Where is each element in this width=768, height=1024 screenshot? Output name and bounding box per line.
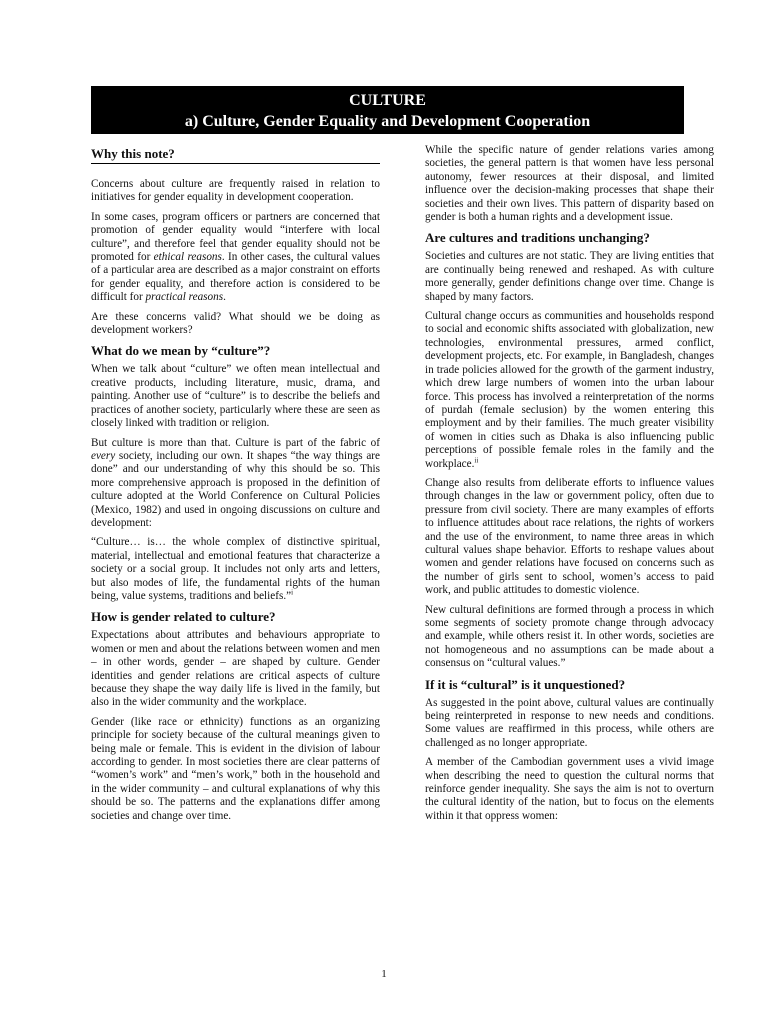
paragraph: As suggested in the point above, cultural values are continually being reinterpreted in response to new needs and conditions. Some values are reaffirmed in this process, while others are challenged as no longer appropriate. <box>425 696 714 749</box>
document-subtitle: a) Culture, Gender Equality and Development Cooperation <box>184 113 591 130</box>
paragraph: A member of the Cambodian government uses a vivid image when describing the need to question the cultural norms that reinforce gender inequality. She says the aim is not to overturn the cultural identity of the nation, but to focus on the elements within it that oppress women: <box>425 756 714 822</box>
definition-quote: “Culture… is… the whole complex of distinctive spiritual, material, intellectual and emotional features that characterize a society or a social group. It includes not only arts and letters, but also modes of life, the fundamental rights of the human being, value systems, traditions and beliefs.”$^i$ <box>91 536 380 602</box>
paragraph: Gender (like race or ethnicity) functions as an organizing principle for society because of the cultural meanings given to being male or female. This is evident in the division of labour according to gender. In most societies there are clear patterns of “women’s work” and “men’s work,” both in the household and in the wider community – and cultural explanations of why this should be so. The patterns and the explanations differ among societies and change over time. <box>91 715 380 822</box>
paragraph: But culture is more than that. Culture is part of the fabric of every society, including our own. It shapes “the way things are done” and our understanding of why this should be so. This more comprehensive approach is proposed in the definition of culture adopted at the World Conference on Cultural Policies (Mexico, 1982) and used in ongoing discussions on culture and development: <box>91 436 380 529</box>
heading-what-is-culture: What do we mean by “culture”? <box>91 343 271 359</box>
heading-cultural-unquestioned: If it is “cultural” is it unquestioned? <box>425 676 626 692</box>
document-title: CULTURE <box>349 92 426 109</box>
paragraph: Change also results from deliberate efforts to influence values through changes in the law or government policy, often due to pressure from civil society. There are many examples of efforts to influence attitudes about race relations, the rights of workers and the use of the environment, to name three areas in which cultural values shape behavior. Efforts to reshape values about women and gender relations have focused on concerns such as the number of girls sent to school, women’s access to paid work, and public attitudes to domestic violence. <box>425 476 714 597</box>
paragraph: Are these concerns valid? What should we be doing as development workers? <box>91 310 380 337</box>
right-column <box>425 144 714 829</box>
heading-gender-culture: How is gender related to culture? <box>91 609 276 625</box>
title-banner <box>91 86 684 134</box>
endnote-marker: i <box>291 588 294 597</box>
page-number: 1 <box>381 968 387 980</box>
heading-why-this-note: Why this note? <box>91 146 380 164</box>
paragraph: While the specific nature of gender relations varies among societies, the general pattern is that women have less personal autonomy, fewer resources at their disposal, and limited influence over the decision-making processes that shape their societies and their own lives. This pattern of disparity based on gender is both a human rights and a development issue. <box>425 144 714 224</box>
endnote-marker: ii <box>474 455 479 464</box>
paragraph: Societies and cultures are not static. They are living entities that are continually being renewed and reshaped. As with culture more generally, gender definitions change over time. Change is shaped by many factors. <box>425 250 714 303</box>
paragraph: Cultural change occurs as communities and households respond to social and economic shifts associated with globalization, new technologies, environmental pressures, armed conflict, development projects, etc. For example, in Bangladesh, changes in trade policies allowed for the growth of the garment industry, which drew large numbers of women into the urban labour force. This process has involved a reinterpretation of the norms of purdah (female seclusion) by the women entering this employment and by their families. The much greater visibility of women in cities such as Dhaka is also influencing public perceptions of possible female roles in the family and the workplace.$^{ii}$ <box>425 310 714 470</box>
paragraph: In some cases, program officers or partners are concerned that promotion of gender equality would “interfere with local culture”, and therefore feel that gender equality should not be promoted for ethical reasons. In other cases, the cultural values of a particular area are described as a major constraint on efforts for gender equality, and therefore action is considered to be difficult for practical reasons. <box>91 210 381 304</box>
heading-cultures-unchanging: Are cultures and traditions unchanging? <box>425 230 650 246</box>
paragraph: Expectations about attributes and behaviours appropriate to women or men and about the relations between women and men – in other words, gender – are shaped by culture. Gender identities and gender relations are critical aspects of culture because they shape the way daily life is lived in the family, but also in the wider community and the workplace. <box>91 629 380 709</box>
left-column <box>91 144 380 829</box>
paragraph: Concerns about culture are frequently raised in relation to initiatives for gender equality in development cooperation. <box>91 178 380 204</box>
paragraph: When we talk about “culture” we often mean intellectual and creative products, including literature, music, drama, and painting. Another use of “culture” is to describe the beliefs and practices of another society, particularly where these are seen as closely linked with tradition or religion. <box>91 363 380 430</box>
paragraph: New cultural definitions are formed through a process in which some segments of society promote change through advocacy and example, while others resist it. In other words, societies are not homogeneous and no assumptions can be made about a consensus on “cultural values.” <box>425 603 714 670</box>
